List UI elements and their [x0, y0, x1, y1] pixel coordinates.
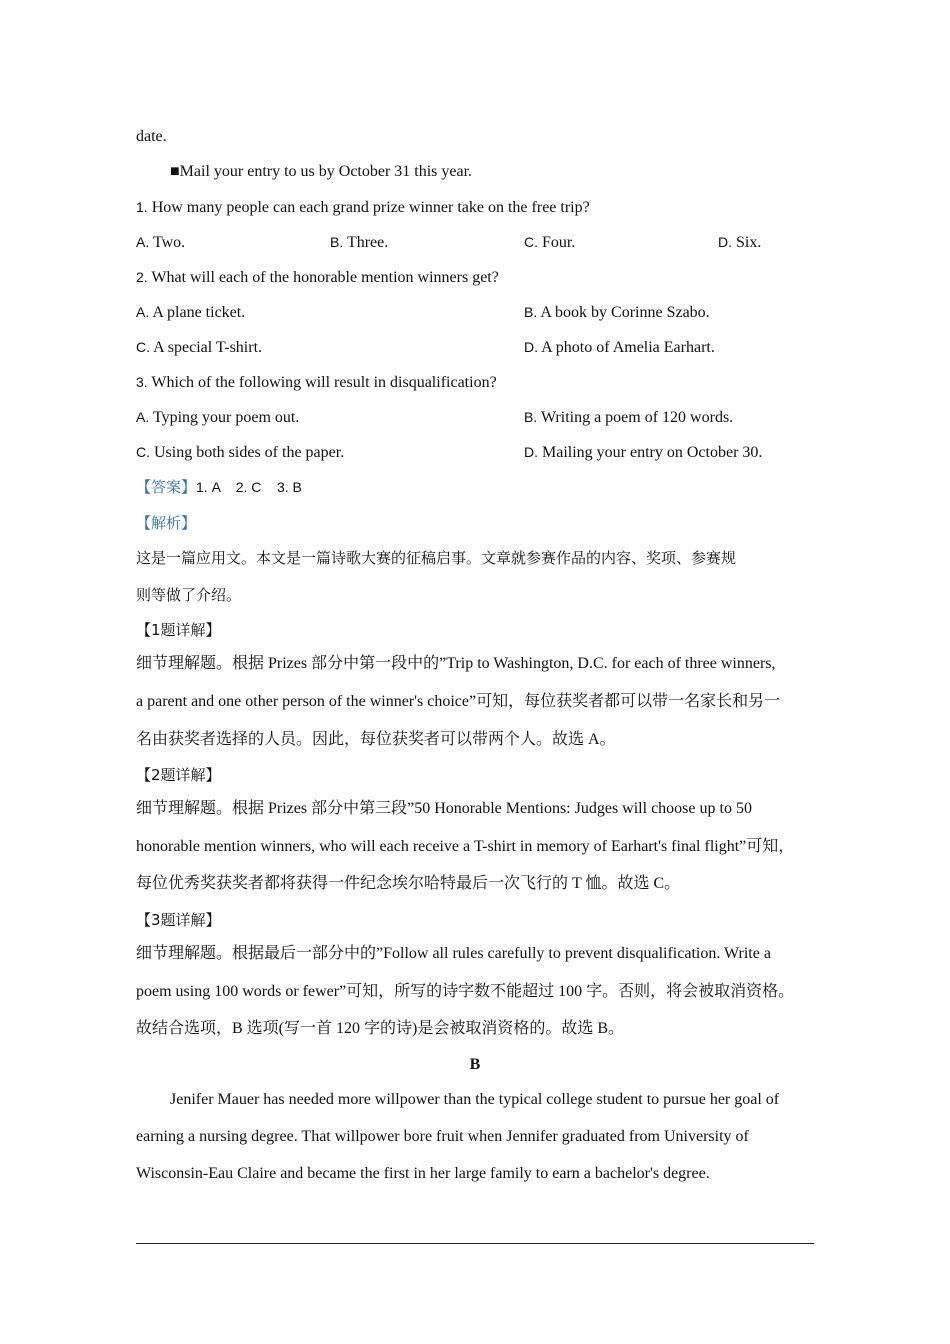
question-text: What will each of the honorable mention winners get? — [151, 269, 499, 286]
question-2 — [136, 267, 499, 288]
detail-1-line: a parent and one other person of the winner's choice”可知，每位获奖者都可以带一名家长和另一 — [136, 693, 781, 710]
section-title: B — [469, 1056, 481, 1073]
passage-line: Jenifer Mauer has needed more willpower than the typical college student to pursue her goal of — [170, 1091, 780, 1108]
answer-value: 1. A 2. C 3. B — [196, 479, 302, 495]
question-number: 3. — [136, 374, 148, 390]
answer-label: 【答案】 — [136, 478, 197, 496]
q3-option-b[interactable]: B. Writing a poem of 120 words. — [524, 409, 734, 426]
passage-line: Wisconsin-Eau Claire and became the first in her large family to earn a bachelor's degree. — [136, 1165, 710, 1182]
answer-line — [136, 477, 302, 498]
detail-1-line: 细节理解题。根据 Prizes 部分中第一段中的”Trip to Washington, D.C. for each of three winners, — [136, 655, 776, 672]
q3-option-a[interactable]: A. Typing your poem out. — [136, 409, 300, 426]
analysis-label: 【解析】 — [136, 514, 197, 532]
detail-1-line: 名由获奖者选择的人员。因此，每位获奖者可以带两个人。故选 A。 — [136, 731, 616, 748]
question-number: 1. — [136, 199, 148, 215]
detail-heading-3: 【3题详解】 — [136, 911, 221, 929]
footer-rule — [136, 1243, 814, 1244]
summary-line: 这是一篇应用文。本文是一篇诗歌大赛的征稿启事。文章就参赛作品的内容、奖项、参赛规 — [136, 549, 737, 567]
detail-heading-2: 【2题详解】 — [136, 766, 221, 784]
q1-option-c[interactable]: C. Four. — [524, 234, 576, 251]
passage-fragment: date. — [136, 128, 167, 145]
mail-note: ■Mail your entry to us by October 31 this year. — [170, 163, 473, 180]
q2-option-b[interactable]: B. A book by Corinne Szabo. — [524, 304, 710, 321]
detail-2-line: honorable mention winners, who will each receive a T-shirt in memory of Earhart's final flight”可知， — [136, 838, 795, 855]
summary-line: 则等做了介绍。 — [136, 586, 242, 604]
q1-option-d[interactable]: D. Six. — [718, 234, 762, 251]
q1-option-a[interactable]: A. Two. — [136, 234, 186, 251]
detail-2-line: 细节理解题。根据 Prizes 部分中第三段”50 Honorable Mentions: Judges will choose up to 50 — [136, 800, 752, 817]
q3-option-c[interactable]: C. Using both sides of the paper. — [136, 444, 345, 461]
detail-3-line: 细节理解题。根据最后一部分中的”Follow all rules carefully to prevent disqualification. Write a — [136, 945, 771, 962]
detail-heading-1: 【1题详解】 — [136, 621, 221, 639]
q1-option-b[interactable]: B. Three. — [330, 234, 389, 251]
question-3 — [136, 372, 497, 393]
q2-option-d[interactable]: D. A photo of Amelia Earhart. — [524, 339, 715, 356]
q2-option-c[interactable]: C. A special T-shirt. — [136, 339, 263, 356]
question-1 — [136, 197, 590, 218]
question-text: How many people can each grand prize winner take on the free trip? — [151, 199, 590, 216]
q3-option-d[interactable]: D. Mailing your entry on October 30. — [524, 444, 763, 461]
detail-2-line: 每位优秀奖获奖者都将获得一件纪念埃尔哈特最后一次飞行的 T 恤。故选 C。 — [136, 875, 681, 892]
passage-line: earning a nursing degree. That willpower bore fruit when Jennifer graduated from University of — [136, 1128, 749, 1145]
detail-3-line: 故结合选项，B 选项(写一首 120 字的诗)是会被取消资格的。故选 B。 — [136, 1020, 625, 1037]
question-text: Which of the following will result in disqualification? — [151, 374, 497, 391]
detail-3-line: poem using 100 words or fewer”可知，所写的诗字数不能超过 100 字。否则，将会被取消资格。 — [136, 983, 795, 1000]
q2-option-a[interactable]: A. A plane ticket. — [136, 304, 246, 321]
question-number: 2. — [136, 269, 148, 285]
